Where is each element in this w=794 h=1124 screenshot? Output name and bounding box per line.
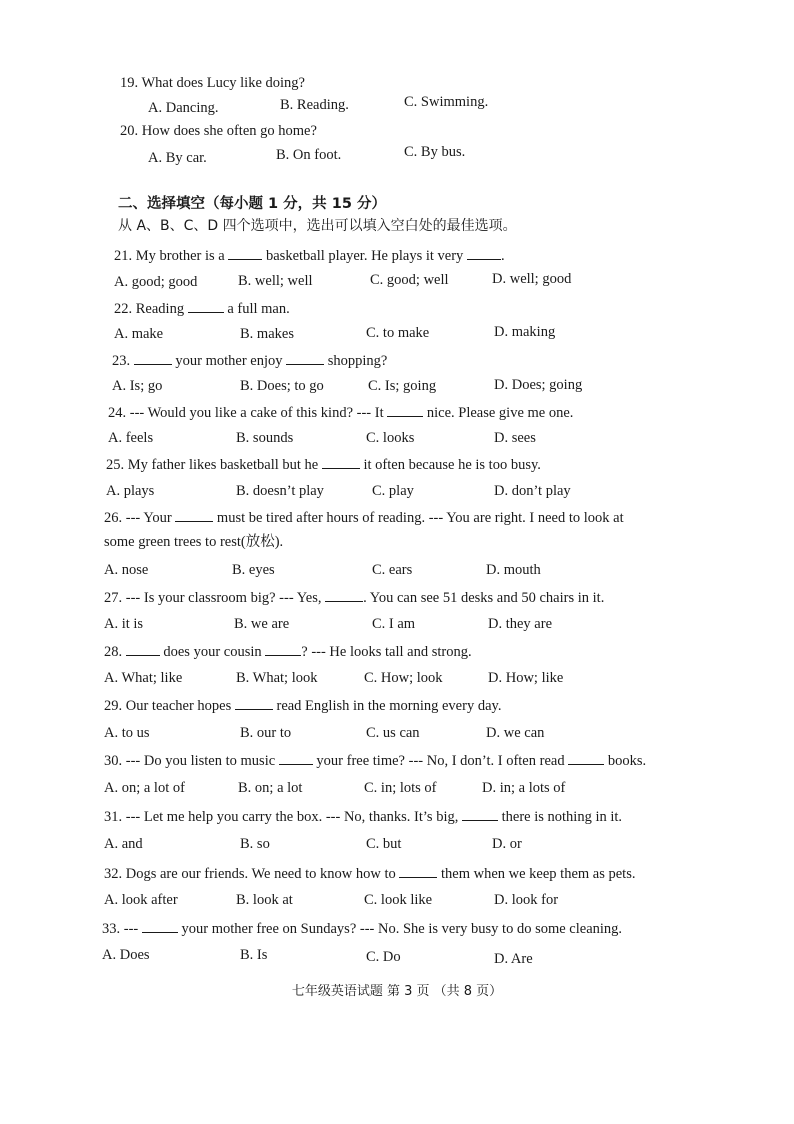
answer-blank <box>568 751 604 765</box>
q25-text-2: it often because he is too busy. <box>363 457 541 473</box>
q31-option-b: B. so <box>240 836 270 852</box>
question-32 <box>104 864 635 883</box>
q24-option-c: C. looks <box>366 430 415 446</box>
q28-option-c: C. How; look <box>364 670 443 686</box>
q22-option-c: C. to make <box>366 325 430 341</box>
q19-option-c: C. Swimming. <box>404 94 489 110</box>
q26-option-b: B. eyes <box>232 562 275 578</box>
q33-option-d: D. Are <box>494 951 533 967</box>
page-footer: 七年级英语试题 第 3 页 （共 8 页） <box>291 984 503 999</box>
question-31 <box>104 807 622 826</box>
q27-option-a: A. it is <box>104 616 144 632</box>
q26-text-2: must be tired after hours of reading. --- You are right. I need to look at <box>216 510 624 526</box>
q22-text-1: 22. Reading <box>114 301 185 317</box>
answer-blank <box>325 588 363 602</box>
q21-text-2: basketball player. He plays it very <box>266 248 464 264</box>
question-29 <box>104 696 501 715</box>
q28-option-a: A. What; like <box>104 670 183 686</box>
q28-text-1: 28. <box>104 644 123 660</box>
q30-option-c: C. in; lots of <box>364 780 437 796</box>
answer-blank <box>462 807 498 821</box>
q21-option-a: A. good; good <box>114 274 198 290</box>
question-26-line-2: some green trees to rest(放松). <box>104 534 284 550</box>
q24-option-d: D. sees <box>494 430 536 446</box>
q25-option-d: D. don’t play <box>494 483 571 499</box>
answer-blank <box>134 351 172 365</box>
q23-text-2: your mother enjoy <box>175 353 283 369</box>
q25-text-1: 25. My father likes basketball but he <box>106 457 319 473</box>
q31-text-2: there is nothing in it. <box>501 809 623 825</box>
question-24 <box>108 403 573 422</box>
q22-option-a: A. make <box>114 326 164 342</box>
question-27 <box>104 588 604 607</box>
q31-option-a: A. and <box>104 836 143 852</box>
q29-option-a: A. to us <box>104 725 150 741</box>
q22-option-b: B. makes <box>240 326 294 342</box>
q27-text-2: . You can see 51 desks and 50 chairs in it. <box>363 590 605 606</box>
q28-text-3: ? --- He looks tall and strong. <box>301 644 472 660</box>
q26-option-a: A. nose <box>104 562 149 578</box>
q30-text-2: your free time? --- No, I don’t. I often read <box>316 753 565 769</box>
q21-option-c: C. good; well <box>370 272 449 288</box>
q32-option-c: C. look like <box>364 892 433 908</box>
q25-option-a: A. plays <box>106 483 155 499</box>
q24-text-2: nice. Please give me one. <box>426 405 574 421</box>
q33-option-a: A. Does <box>102 947 150 963</box>
q30-text-1: 30. --- Do you listen to music <box>104 753 276 769</box>
question-26 <box>104 508 624 527</box>
q23-option-d: D. Does; going <box>494 377 583 393</box>
q29-option-b: B. our to <box>240 725 292 741</box>
q31-option-c: C. but <box>366 836 402 852</box>
q26-option-c: C. ears <box>372 562 413 578</box>
q24-option-b: B. sounds <box>236 430 294 446</box>
q21-text-3: . <box>500 248 505 264</box>
q26-text-1: 26. --- Your <box>104 510 172 526</box>
answer-blank <box>399 864 437 878</box>
q30-option-d: D. in; a lots of <box>482 780 566 796</box>
q24-option-a: A. feels <box>108 430 154 446</box>
answer-blank <box>235 696 273 710</box>
answer-blank <box>142 919 178 933</box>
question-25 <box>106 455 541 474</box>
q29-option-d: D. we can <box>486 725 545 741</box>
q33-text-2: your mother free on Sundays? --- No. She is very busy to do some cleaning. <box>181 921 623 937</box>
answer-blank <box>126 642 160 656</box>
q32-option-d: D. look for <box>494 892 559 908</box>
question-28 <box>104 642 472 661</box>
q29-option-c: C. us can <box>366 725 420 741</box>
section-instruction: 从 A、B、C、D 四个选项中，选出可以填入空白处的最佳选项。 <box>118 218 517 234</box>
q29-text-1: 29. Our teacher hopes <box>104 698 232 714</box>
q23-option-c: C. Is; going <box>368 378 437 394</box>
q29-text-2: read English in the morning every day. <box>276 698 502 714</box>
q32-text-2: them when we keep them as pets. <box>440 866 636 882</box>
q20-option-a: A. By car. <box>148 150 207 166</box>
q33-text-1: 33. --- <box>102 921 139 937</box>
q32-text-1: 32. Dogs are our friends. We need to know how to <box>104 866 396 882</box>
answer-blank <box>279 751 313 765</box>
q20-option-b: B. On foot. <box>276 147 342 163</box>
q26-option-d: D. mouth <box>486 562 541 578</box>
question-19: 19. What does Lucy like doing? <box>120 75 305 91</box>
q22-text-2: a full man. <box>227 301 290 317</box>
answer-blank <box>387 403 423 417</box>
q32-option-a: A. look after <box>104 892 178 908</box>
q22-option-d: D. making <box>494 324 556 340</box>
section-title: 二、选择填空（每小题 1 分，共 15 分） <box>118 196 386 212</box>
q23-option-b: B. Does; to go <box>240 378 324 394</box>
q21-option-d: D. well; good <box>492 271 572 287</box>
q23-option-a: A. Is; go <box>112 378 163 394</box>
q25-option-b: B. doesn’t play <box>236 483 324 499</box>
q27-option-b: B. we are <box>234 616 290 632</box>
question-21 <box>114 246 505 265</box>
q28-text-2: does your cousin <box>163 644 262 660</box>
question-20: 20. How does she often go home? <box>120 123 317 139</box>
q23-text-3: shopping? <box>327 353 388 369</box>
q23-text-1: 23. <box>112 353 131 369</box>
question-33 <box>102 919 622 938</box>
q33-option-b: B. Is <box>240 947 268 963</box>
question-30 <box>104 751 646 770</box>
q28-option-d: D. How; like <box>488 670 564 686</box>
answer-blank <box>228 246 262 260</box>
q24-text-1: 24. --- Would you like a cake of this kind? --- It <box>108 405 384 421</box>
q28-option-b: B. What; look <box>236 670 318 686</box>
q19-option-b: B. Reading. <box>280 97 349 113</box>
answer-blank <box>322 455 360 469</box>
q31-text-1: 31. --- Let me help you carry the box. --- No, thanks. It’s big, <box>104 809 459 825</box>
answer-blank <box>286 351 324 365</box>
q30-option-b: B. on; a lot <box>238 780 303 796</box>
q20-option-c: C. By bus. <box>404 144 466 160</box>
question-22 <box>114 299 290 318</box>
q21-option-b: B. well; well <box>238 273 313 289</box>
q32-option-b: B. look at <box>236 892 293 908</box>
q31-option-d: D. or <box>492 836 522 852</box>
q30-option-a: A. on; a lot of <box>104 780 185 796</box>
answer-blank <box>467 246 501 260</box>
question-23 <box>112 351 387 370</box>
q25-option-c: C. play <box>372 483 414 499</box>
q27-text-1: 27. --- Is your classroom big? --- Yes, <box>104 590 322 606</box>
answer-blank <box>175 508 213 522</box>
answer-blank <box>188 299 224 313</box>
q21-text-1: 21. My brother is a <box>114 248 225 264</box>
q33-option-c: C. Do <box>366 949 401 965</box>
q19-option-a: A. Dancing. <box>148 100 219 116</box>
q30-text-3: books. <box>607 753 647 769</box>
answer-blank <box>265 642 301 656</box>
q27-option-c: C. I am <box>372 616 416 632</box>
q27-option-d: D. they are <box>488 616 553 632</box>
